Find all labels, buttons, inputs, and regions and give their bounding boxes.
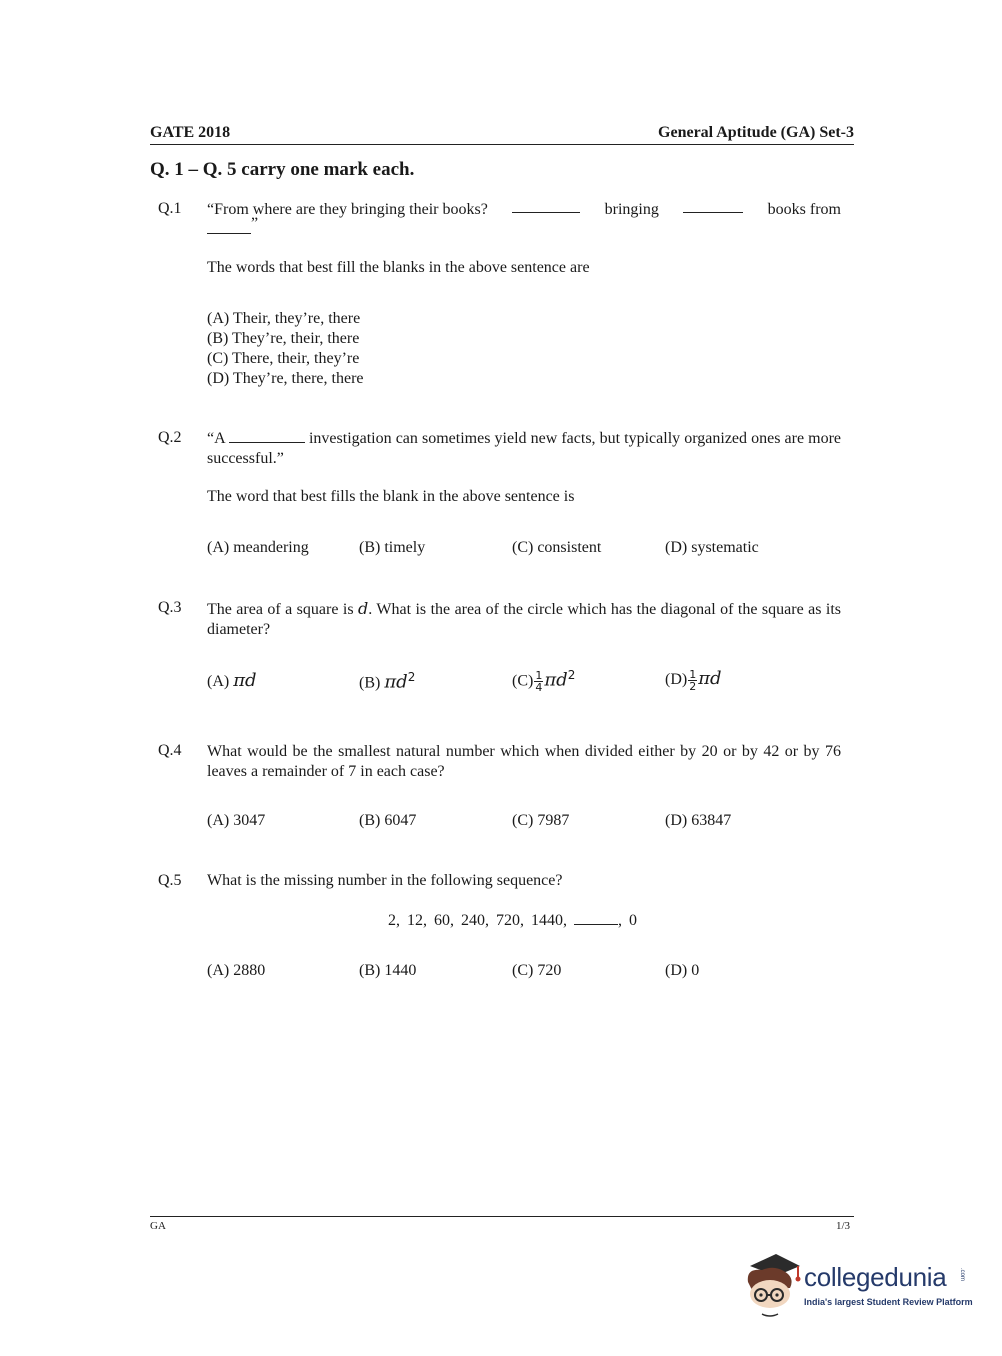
option-5c: (C) 720 (512, 962, 562, 979)
exam-title: GATE 2018 (150, 124, 231, 141)
question-number-1: Q.1 (158, 200, 182, 217)
option-3b (359, 670, 415, 692)
number-sequence (388, 912, 637, 930)
option-1c: (C) There, their, they’re (207, 350, 360, 367)
q1-close-quote: ” (251, 215, 259, 232)
question-prompt-2: The word that best fills the blank in the above sentence is (207, 488, 575, 505)
fraction-numerator: 1 (689, 667, 697, 681)
sequence-values: 2, 12, 60, 240, 720, 1440, (388, 912, 567, 929)
question-number-4: Q.4 (158, 742, 182, 759)
fraction-denominator: 2 (689, 679, 697, 693)
option-label: (D) (665, 671, 688, 688)
question-number-2: Q.2 (158, 429, 182, 446)
collegedunia-wordmark: collegedunia (804, 1262, 947, 1292)
collegedunia-mascot-icon (742, 1248, 804, 1320)
blank (512, 200, 580, 213)
fraction-numerator: 1 (535, 669, 543, 683)
footer-rule (150, 1216, 854, 1217)
math-expr: πd (384, 671, 408, 693)
collegedunia-tagline: India's largest Student Review Platform (804, 1297, 973, 1307)
footer-section: GA (150, 1220, 166, 1232)
q3-variable: d (358, 599, 369, 618)
option-label: (C) (512, 672, 534, 690)
q1-part3: books from (767, 201, 841, 218)
option-1b: (B) They’re, their, there (207, 330, 360, 347)
option-4b: (B) 6047 (359, 812, 417, 829)
fraction (688, 669, 697, 692)
collegedunia-tld: .com (959, 1268, 965, 1282)
exponent: 2 (407, 670, 416, 684)
option-3a (207, 670, 257, 691)
question-prompt-1: The words that best fill the blanks in the above sentence are (207, 259, 590, 276)
question-text-2 (207, 429, 841, 469)
math-expr: πd (698, 668, 722, 689)
question-text-5: What is the missing number in the following sequence? (207, 872, 563, 889)
sequence-end: , 0 (618, 912, 637, 929)
q2-part2: investigation can sometimes yield new facts, but typically organized ones are more successful.” (207, 430, 842, 467)
option-3d (665, 668, 722, 692)
option-1d: (D) They’re, there, there (207, 370, 364, 387)
question-text-3 (207, 599, 841, 640)
option-2c: (C) consistent (512, 539, 602, 556)
q3-text2: . What is the area of the circle which has the diagonal of the square as its diameter? (207, 601, 841, 638)
option-3c (512, 668, 575, 693)
option-2b: (B) timely (359, 539, 426, 556)
option-label: (A) (207, 673, 230, 690)
section-title: Q. 1 – Q. 5 carry one mark each. (150, 159, 415, 180)
blank (683, 200, 743, 213)
blank (229, 430, 305, 443)
exponent: 2 (567, 668, 576, 682)
option-1a: (A) Their, they’re, there (207, 310, 361, 327)
fraction (534, 670, 543, 693)
option-5b: (B) 1440 (359, 962, 417, 979)
blank (574, 912, 618, 925)
question-text-1 (207, 200, 841, 240)
option-5d: (D) 0 (665, 962, 700, 979)
q2-part1: “A (207, 430, 225, 447)
fraction-denominator: 4 (535, 681, 543, 695)
option-2a: (A) meandering (207, 539, 309, 556)
option-4a: (A) 3047 (207, 812, 266, 829)
q1-part1: “From where are they bringing their books? (207, 201, 488, 218)
question-number-3: Q.3 (158, 599, 182, 616)
page-number: 1/3 (836, 1220, 851, 1232)
math-expr: πd (544, 669, 568, 691)
option-5a: (A) 2880 (207, 962, 266, 979)
question-number-5: Q.5 (158, 872, 182, 889)
q1-part2: bringing (604, 201, 659, 218)
option-4c: (C) 7987 (512, 812, 570, 829)
option-4d: (D) 63847 (665, 812, 732, 829)
math-expr: πd (233, 670, 257, 691)
header-rule (150, 144, 854, 145)
options-1 (207, 309, 364, 389)
option-label: (B) (359, 674, 381, 692)
option-2d: (D) systematic (665, 539, 759, 556)
q3-text1: The area of a square is (207, 601, 354, 618)
question-text-4: What would be the smallest natural number which when divided either by 20 or by 42 or by 76 leaves a remainder of 7 in each case? (207, 743, 841, 780)
blank (207, 221, 251, 234)
paper-set-title: General Aptitude (GA) Set-3 (658, 124, 854, 141)
